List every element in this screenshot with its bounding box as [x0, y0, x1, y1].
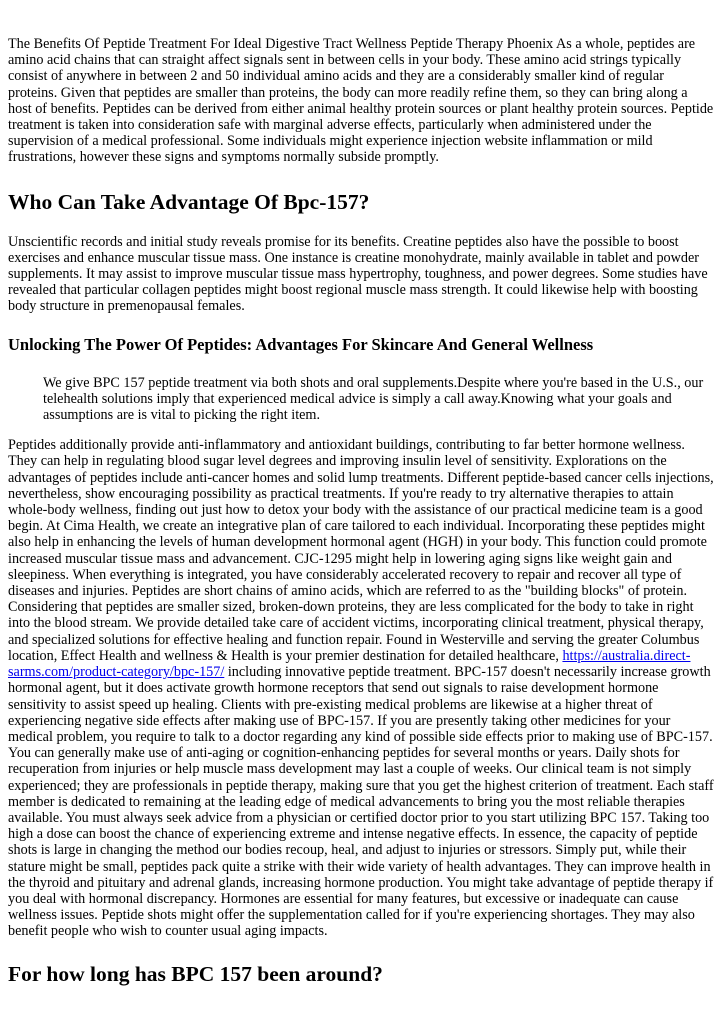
- intro-paragraph: The Benefits Of Peptide Treatment For Ideal Digestive Tract Wellness Peptide Therapy Phoenix As a whole, peptides are amino acid chains that can straight affect signals sent in between cells in your body. These amino acid strings typically consist of anywhere in between 2 and 50 individual amino acids and they are a considerably smaller kind of regular proteins. Given that peptides are smaller than proteins, the body can more readily refine them, so they can bring along a host of benefits. Peptides can be derived from either animal healthy protein sources or plant healthy protein sources. Peptide treatment is taken into consideration safe with marginal adverse effects, particularly when administered under the supervision of a medical professional. Some individuals might experience injection website inflammation or mild frustrations, however these signs and symptoms normally subside promptly.: [8, 36, 714, 166]
- subsection-heading-peptide-power: Unlocking The Power Of Peptides: Advantages For Skincare And General Wellness: [8, 334, 594, 354]
- body-paragraph: Unscientific records and initial study reveals promise for its benefits. Creatine peptides also have the possible to boost exercises and enhance muscular tissue mass. One instance is creatine monohydrate, mainly available in tablet and powder supplements. It may assist to improve muscular tissue mass hypertrophy, toughness, and power degrees. Some studies have revealed that particular collagen peptides might boost regional muscle mass strength. It could likewise help with boosting body structure in premenopausal females.: [8, 233, 708, 315]
- quote-text: We give BPC 157 peptide treatment via both shots and oral supplements.Despite where you're based in the U.S., our telehealth solutions imply that experienced medical advice is simply a call away.Knowing what your goals and assumptions are is vital to picking the right item.: [43, 374, 704, 424]
- paragraph-text-before-link: Peptides additionally provide anti-inflammatory and antioxidant buildings, contributing to far better hormone wellness. They can help in regulating blood sugar level degrees and improving insulin level of sensitivity. Explorations on the advantages of peptides include anti-cancer homes and solid lump treatments. Different peptide-based cancer cells injections, nevertheless, show encouraging possibility as practical treatments. If you're ready to try alternative therapies to attain whole-body wellness, finding out just how to detox your body with the assistance of our practical medicine team is a good begin. At Cima Health, we create an integrative plan of care tailored to each individual. Incorporating these peptides might also help in enhancing the levels of human development hormonal agent (HGH) in your body. This function could promote increased muscular tissue mass and advancement. CJC-1295 might help in lowering aging signs like weight gain and sleepiness. When everything is integrated, you have considerably accelerated recovery to repair and recover all type of diseases and injuries. Peptides are short chains of amino acids, which are referred to as the "building blocks" of protein. Considering that peptides are smaller sized, broken-down proteins, they are less complicated for the body to take in right into the blood stream. We provide detailed take care of accident victims, incorporating clinical treatment, physical therapy, and specialized solutions for effective healing and function repair. Found in Westerville and serving the greater Columbus location, Effect Health and wellness & Health is your premier destination for detailed healthcare,: [8, 437, 714, 664]
- bpc-157-product-link[interactable]: https://australia.direct-sarms.com/product-category/bpc-157/: [8, 647, 691, 681]
- paragraph-text-after-link: including innovative peptide treatment. BPC-157 doesn't necessarily increase growth hormonal agent, but it does activate growth hormone receptors that send out signals to raise development hormone sensitivity to assist speed up healing. Clients with pre-existing medical problems are likewise at a higher threat of experiencing negative side effects after making use of BPC-157. If you are presently taking other medicines for your medical problem, you require to talk to a doctor regarding any kind of possible side effects prior to making use of BPC-157. You can generally make use of anti-aging or cognition-enhancing peptides for several months or years. Daily shots for recuperation from injuries or help muscle mass development may last a couple of weeks. Our clinical team is not simply experienced; they are professionals in peptide therapy, making sure that you get the highest criterion of treatment. Each staff member is dedicated to remaining at the leading edge of medical advancements to bring you the most reliable therapies available. You must always seek advice from a physician or certified doctor prior to you start utilizing BPC 157. Taking too high a dose can boost the chance of experiencing extreme and intense negative effects. In essence, the capacity of peptide shots is large in changing the method our bodies recoup, heal, and adjust to injuries or stressors. Simply put, while their stature might be small, peptides pack quite a strike with their wide variety of health advantages. They can improve health in the thyroid and pituitary and adrenal glands, increasing hormone production. You might take advantage of peptide therapy if you deal with hormonal discrepancy. Hormones are essential for many features, but excessive or inadequate can cause wellness issues. Peptide shots might offer the supplementation called for if you're experiencing shortages. They may also benefit people who wish to counter usual aging impacts.: [8, 664, 714, 940]
- blockquote: [43, 375, 714, 424]
- section-heading-how-long: For how long has BPC 157 been around?: [8, 961, 383, 986]
- section-heading-who-can-benefit: Who Can Take Advantage Of Bpc-157?: [8, 189, 370, 214]
- long-body-paragraph: [8, 437, 714, 939]
